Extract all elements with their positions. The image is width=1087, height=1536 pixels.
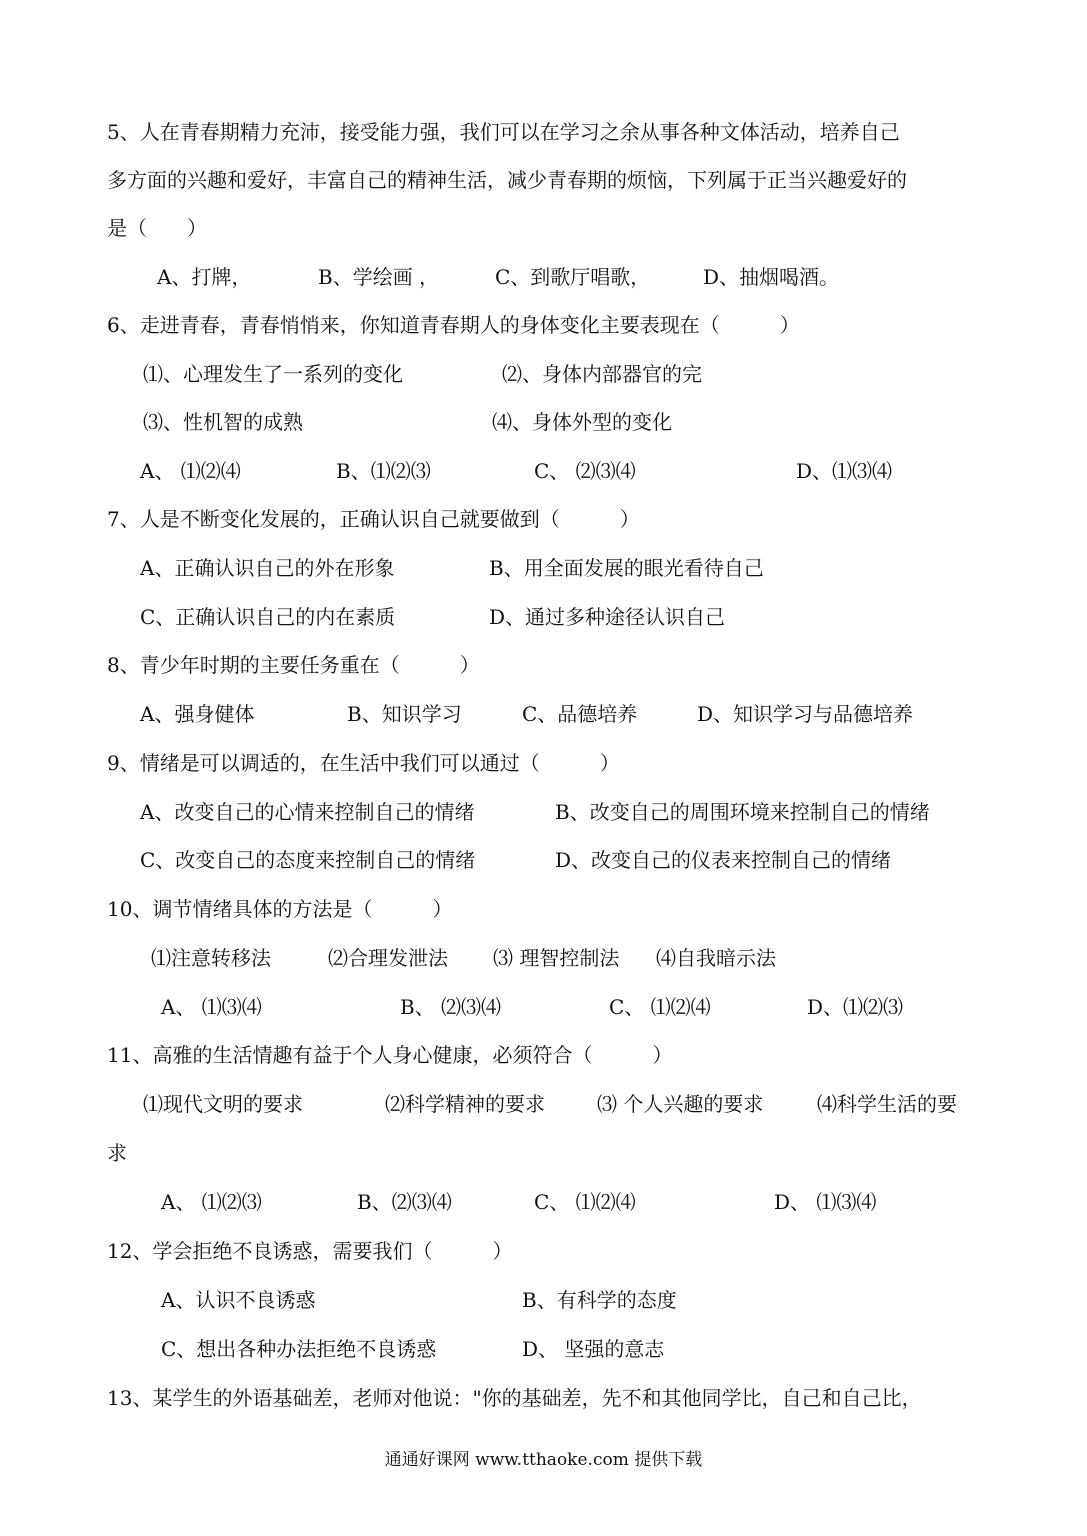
q12-stem: 12、学会拒绝不良诱惑，需要我们（ ）: [107, 1239, 513, 1263]
q10-stem: 10、调节情绪具体的方法是（ ）: [107, 897, 453, 921]
q11-item-4-wrap: 求: [107, 1141, 127, 1165]
q6-option-b: B、⑴⑵⑶: [336, 459, 431, 483]
q8-stem: 8、青少年时期的主要任务重在（ ）: [107, 653, 480, 677]
q10-option-d: D、⑴⑵⑶: [807, 995, 904, 1019]
q11-item-3: ⑶ 个人兴趣的要求: [597, 1092, 764, 1116]
q9-option-d: D、改变自己的仪表来控制自己的情绪: [555, 848, 892, 872]
q11-option-d: D、 ⑴⑶⑷: [774, 1190, 877, 1214]
q6-option-c: C、 ⑵⑶⑷: [534, 459, 636, 483]
q8-option-b: B、知识学习: [347, 702, 462, 726]
q11-option-a: A、 ⑴⑵⑶: [161, 1190, 262, 1214]
q7-option-b: B、用全面发展的眼光看待自己: [489, 556, 764, 580]
q10-item-2: ⑵合理发泄法: [328, 946, 448, 970]
q6-option-a: A、 ⑴⑵⑷: [140, 459, 241, 483]
footer-download-note: 通通好课网 www.tthaoke.com 提供下载: [384, 1450, 703, 1470]
q6-option-d: D、⑴⑶⑷: [796, 459, 893, 483]
q8-option-a: A、强身健体: [140, 702, 255, 726]
q5-option-d: D、抽烟喝酒。: [703, 265, 840, 289]
q11-item-1: ⑴现代文明的要求: [143, 1092, 303, 1116]
q10-option-b: B、 ⑵⑶⑷: [400, 995, 502, 1019]
q10-item-1: ⑴注意转移法: [151, 946, 271, 970]
q11-item-2: ⑵科学精神的要求: [385, 1092, 545, 1116]
q5-stem-line3: 是（ ）: [107, 216, 207, 240]
q5-option-c: C、到歌厅唱歌，: [495, 265, 651, 289]
q11-item-4: ⑷科学生活的要: [817, 1092, 957, 1116]
q13-stem: 13、某学生的外语基础差，老师对他说："你的基础差，先不和其他同学比，自己和自己比，: [107, 1386, 922, 1410]
q9-option-a: A、改变自己的心情来控制自己的情绪: [140, 800, 475, 824]
q7-option-c: C、正确认识自己的内在素质: [140, 605, 396, 629]
q6-item-1: ⑴、心理发生了一系列的变化: [143, 362, 403, 386]
q5-stem-line2: 多方面的兴趣和爱好，丰富自己的精神生活，减少青春期的烦恼，下列属于正当兴趣爱好的: [107, 168, 907, 192]
q9-option-b: B、改变自己的周围环境来控制自己的情绪: [555, 800, 930, 824]
q12-option-c: C、想出各种办法拒绝不良诱惑: [161, 1337, 437, 1361]
q8-option-c: C、品德培养: [522, 702, 638, 726]
q10-option-c: C、 ⑴⑵⑷: [609, 995, 711, 1019]
q6-item-3: ⑶、性机智的成熟: [143, 410, 303, 434]
q10-option-a: A、 ⑴⑶⑷: [161, 995, 262, 1019]
q7-stem: 7、人是不断变化发展的，正确认识自己就要做到（ ）: [107, 507, 640, 531]
q6-item-4: ⑷、身体外型的变化: [492, 410, 672, 434]
q12-option-b: B、有科学的态度: [522, 1288, 677, 1312]
q6-item-2: ⑵、身体内部器官的完: [502, 362, 702, 386]
q9-stem: 9、情绪是可以调适的，在生活中我们可以通过（ ）: [107, 751, 620, 775]
q10-item-3: ⑶ 理智控制法: [493, 946, 620, 970]
q6-stem: 6、走进青春，青春悄悄来，你知道青春期人的身体变化主要表现在（ ）: [107, 313, 800, 337]
q9-option-c: C、改变自己的态度来控制自己的情绪: [140, 848, 476, 872]
q12-option-d: D、 坚强的意志: [522, 1337, 665, 1361]
q5-option-b: B、学绘画 ，: [318, 265, 440, 289]
q11-option-c: C、 ⑴⑵⑷: [534, 1190, 636, 1214]
q7-option-a: A、正确认识自己的外在形象: [140, 556, 395, 580]
q12-option-a: A、认识不良诱惑: [161, 1288, 316, 1312]
q11-stem: 11、高雅的生活情趣有益于个人身心健康，必须符合（ ）: [107, 1043, 673, 1067]
q5-option-a: A、打牌，: [157, 265, 252, 289]
q7-option-d: D、通过多种途径认识自己: [489, 605, 726, 629]
q5-stem-line1: 5、人在青春期精力充沛，接受能力强，我们可以在学习之余从事各种文体活动，培养自己: [107, 120, 900, 144]
q11-option-b: B、⑵⑶⑷: [357, 1190, 452, 1214]
q8-option-d: D、知识学习与品德培养: [697, 702, 914, 726]
q10-item-4: ⑷自我暗示法: [656, 946, 776, 970]
